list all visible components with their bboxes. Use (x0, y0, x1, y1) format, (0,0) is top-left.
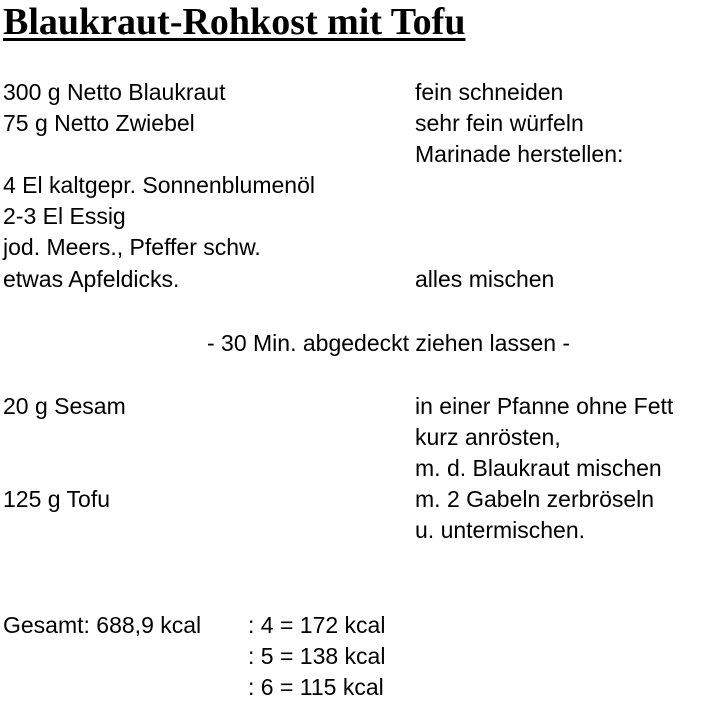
instruction-line: u. untermischen. (415, 517, 586, 543)
ingredient-line: jod. Meers., Pfeffer schw. (3, 234, 261, 260)
ingredient-line: 2-3 El Essig (3, 203, 126, 229)
ingredient-line: 75 g Netto Zwiebel (3, 110, 195, 136)
instruction-line: sehr fein würfeln (415, 110, 584, 136)
ingredient-line: etwas Apfeldicks. (3, 266, 180, 292)
nutrition-portion: : 5 = 138 kcal (248, 643, 386, 669)
recipe-title: Blaukraut-Rohkost mit Tofu (3, 1, 466, 43)
ingredient-line: 4 El kaltgepr. Sonnenblumenöl (3, 172, 315, 198)
nutrition-portion: : 4 = 172 kcal (248, 612, 386, 638)
instruction-line: in einer Pfanne ohne Fett (415, 393, 674, 419)
instruction-line: m. d. Blaukraut mischen (415, 455, 662, 481)
nutrition-portion: : 6 = 115 kcal (248, 674, 384, 700)
ingredient-line: 20 g Sesam (3, 393, 126, 419)
instruction-line: m. 2 Gabeln zerbröseln (415, 486, 655, 512)
instruction-line: kurz anrösten, (415, 424, 561, 450)
instruction-line: Marinade herstellen: (415, 141, 624, 167)
ingredient-line: 125 g Tofu (3, 486, 111, 512)
nutrition-total: Gesamt: 688,9 kcal (3, 612, 202, 638)
instruction-line: fein schneiden (415, 79, 564, 105)
rest-note: - 30 Min. abgedeckt ziehen lassen - (207, 330, 571, 356)
ingredient-line: 300 g Netto Blaukraut (3, 79, 226, 105)
instruction-line: alles mischen (415, 266, 555, 292)
